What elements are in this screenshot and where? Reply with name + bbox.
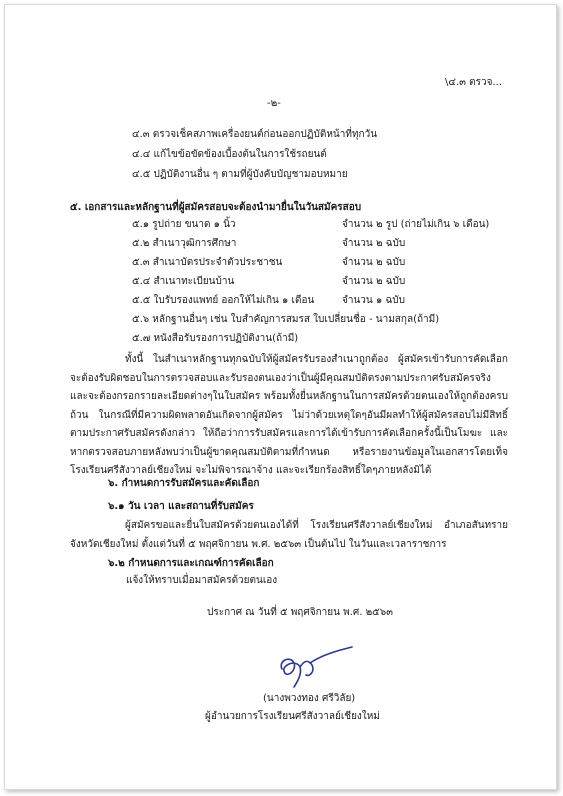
list-item-5-4-qty: จำนวน ๒ ฉบับ <box>342 276 406 287</box>
section-6-1-text: ผู้สมัครขอและยื่นใบสมัครด้วยตนเองได้ที่ โรงเรียนศรีสังวาลย์เชียงใหม่ อำเภอสันทรายจังหวัดเชียงใหม่ ตั้งแต่วันที่ ๕ พฤศจิกายน พ.ศ. ๒๕๖๓ เป็นต้นไป ในวันและเวลาราชการ <box>70 520 508 550</box>
list-item-5-1-qty: จำนวน ๒ รูป (ถ่ายไม่เกิน ๖ เดือน) <box>342 219 490 230</box>
signer-name: (นางพวงทอง ศรีวิลัย) <box>263 693 356 704</box>
conditions-paragraph: ทั้งนี้ ในสำเนาหลักฐานทุกฉบับให้ผู้สมัครรับรองสำเนาถูกต้อง ผู้สมัครเข้ารับการคัดเลือก จะต้องรับผิดชอบในการตรวจสอบและรับรองตนเองว่าเป็นผู้มีคุณสมบัติตรงตามประกาศรับสมัครจริง และจะต้องกรอกรายละเอียดต่างๆในใบสมัคร พร้อมทั้งยื่นหลักฐานในการสมัครด้วยตนเองให้ถูกต้องครบถ้วน ในกรณีที่มีความผิดพลาดอันเกิดจากผู้สมัคร ไม่ว่าด้วยเหตุใดๆอันมีผลทำให้ผู้สมัครสอบไม่มีสิทธิ์ตามประกาศรับสมัครดังกล่าว ให้ถือว่าการรับสมัครและการได้เข้ารับการคัดเลือกครั้งนี้เป็นโมฆะ และหากตรวจสอบภายหลังพบว่าเป็นผู้ขาดคุณสมบัติตามที่กำหนด หรือรายงานข้อมูลในเอกสารโดยเท็จ โรงเรียนศรีสังวาลย์เชียงใหม่ จะไม่พิจารณาจ้าง และจะเรียกร้องสิทธิ์ใดๆภายหลังมิได้ <box>70 354 508 476</box>
list-item-5-5-qty: จำนวน ๑ ฉบับ <box>342 295 405 306</box>
list-item-5-5: ๕.๕ ใบรับรองแพทย์ ออกให้ไม่เกิน ๑ เดือน <box>132 295 315 306</box>
section-6-1-heading: ๖.๑ วัน เวลา และสถานที่รับสมัคร <box>108 501 254 512</box>
list-item-4-3: ๔.๓ ตรวจเช็คสภาพเครื่องยนต์ก่อนออกปฏิบัติหน้าที่ทุกวัน <box>132 129 378 140</box>
signer-title: ผู้อำนวยการโรงเรียนศรีสังวาลย์เชียงใหม่ <box>205 711 380 722</box>
list-item-5-1: ๕.๑ รูปถ่าย ขนาด ๑ นิ้ว <box>132 219 236 230</box>
list-item-5-2: ๕.๒ สำเนาวุฒิการศึกษา <box>132 238 237 249</box>
list-item-5-6: ๕.๖ หลักฐานอื่นๆ เช่น ใบสำคัญการสมรส ใบเปลี่ยนชื่อ - นามสกุล(ถ้ามี) <box>132 314 440 325</box>
continuation-marker: \๔.๓ ตรวจ... <box>445 77 503 88</box>
section-6-heading: ๖. กำหนดการรับสมัครและคัดเลือก <box>108 478 260 489</box>
list-item-5-3: ๕.๓ สำเนาบัตรประจำตัวประชาชน <box>132 257 283 268</box>
section-6-2-heading: ๖.๒ กำหนดการและเกณฑ์การคัดเลือก <box>108 558 274 569</box>
list-item-5-4: ๕.๔ สำเนาทะเบียนบ้าน <box>132 276 235 287</box>
list-item-5-7: ๕.๗ หนังสือรับรองการปฏิบัติงาน(ถ้ามี) <box>132 333 299 344</box>
list-item-4-4: ๔.๔ แก้ไขข้อขัดข้องเบื้องต้นในการใช้รถยนต์ <box>132 149 327 160</box>
list-item-5-2-qty: จำนวน ๒ ฉบับ <box>342 238 406 249</box>
section-6-2-text: แจ้งให้ทราบเมื่อมาสมัครด้วยตนเอง <box>126 575 278 586</box>
document-page <box>4 4 557 790</box>
section-5-heading: ๕. เอกสารและหลักฐานที่ผู้สมัครสอบจะต้องนำมายื่นในวันสมัครสอบ <box>70 202 362 213</box>
page-number: -๒- <box>267 98 281 109</box>
signature-image <box>260 641 360 693</box>
list-item-4-5: ๔.๕ ปฏิบัติงานอื่น ๆ ตามที่ผู้บังคับบัญชามอบหมาย <box>132 169 348 180</box>
announcement-date: ประกาศ ณ วันที่ ๕ พฤศจิกายน พ.ศ. ๒๕๖๓ <box>207 607 393 618</box>
list-item-5-3-qty: จำนวน ๒ ฉบับ <box>342 257 406 268</box>
